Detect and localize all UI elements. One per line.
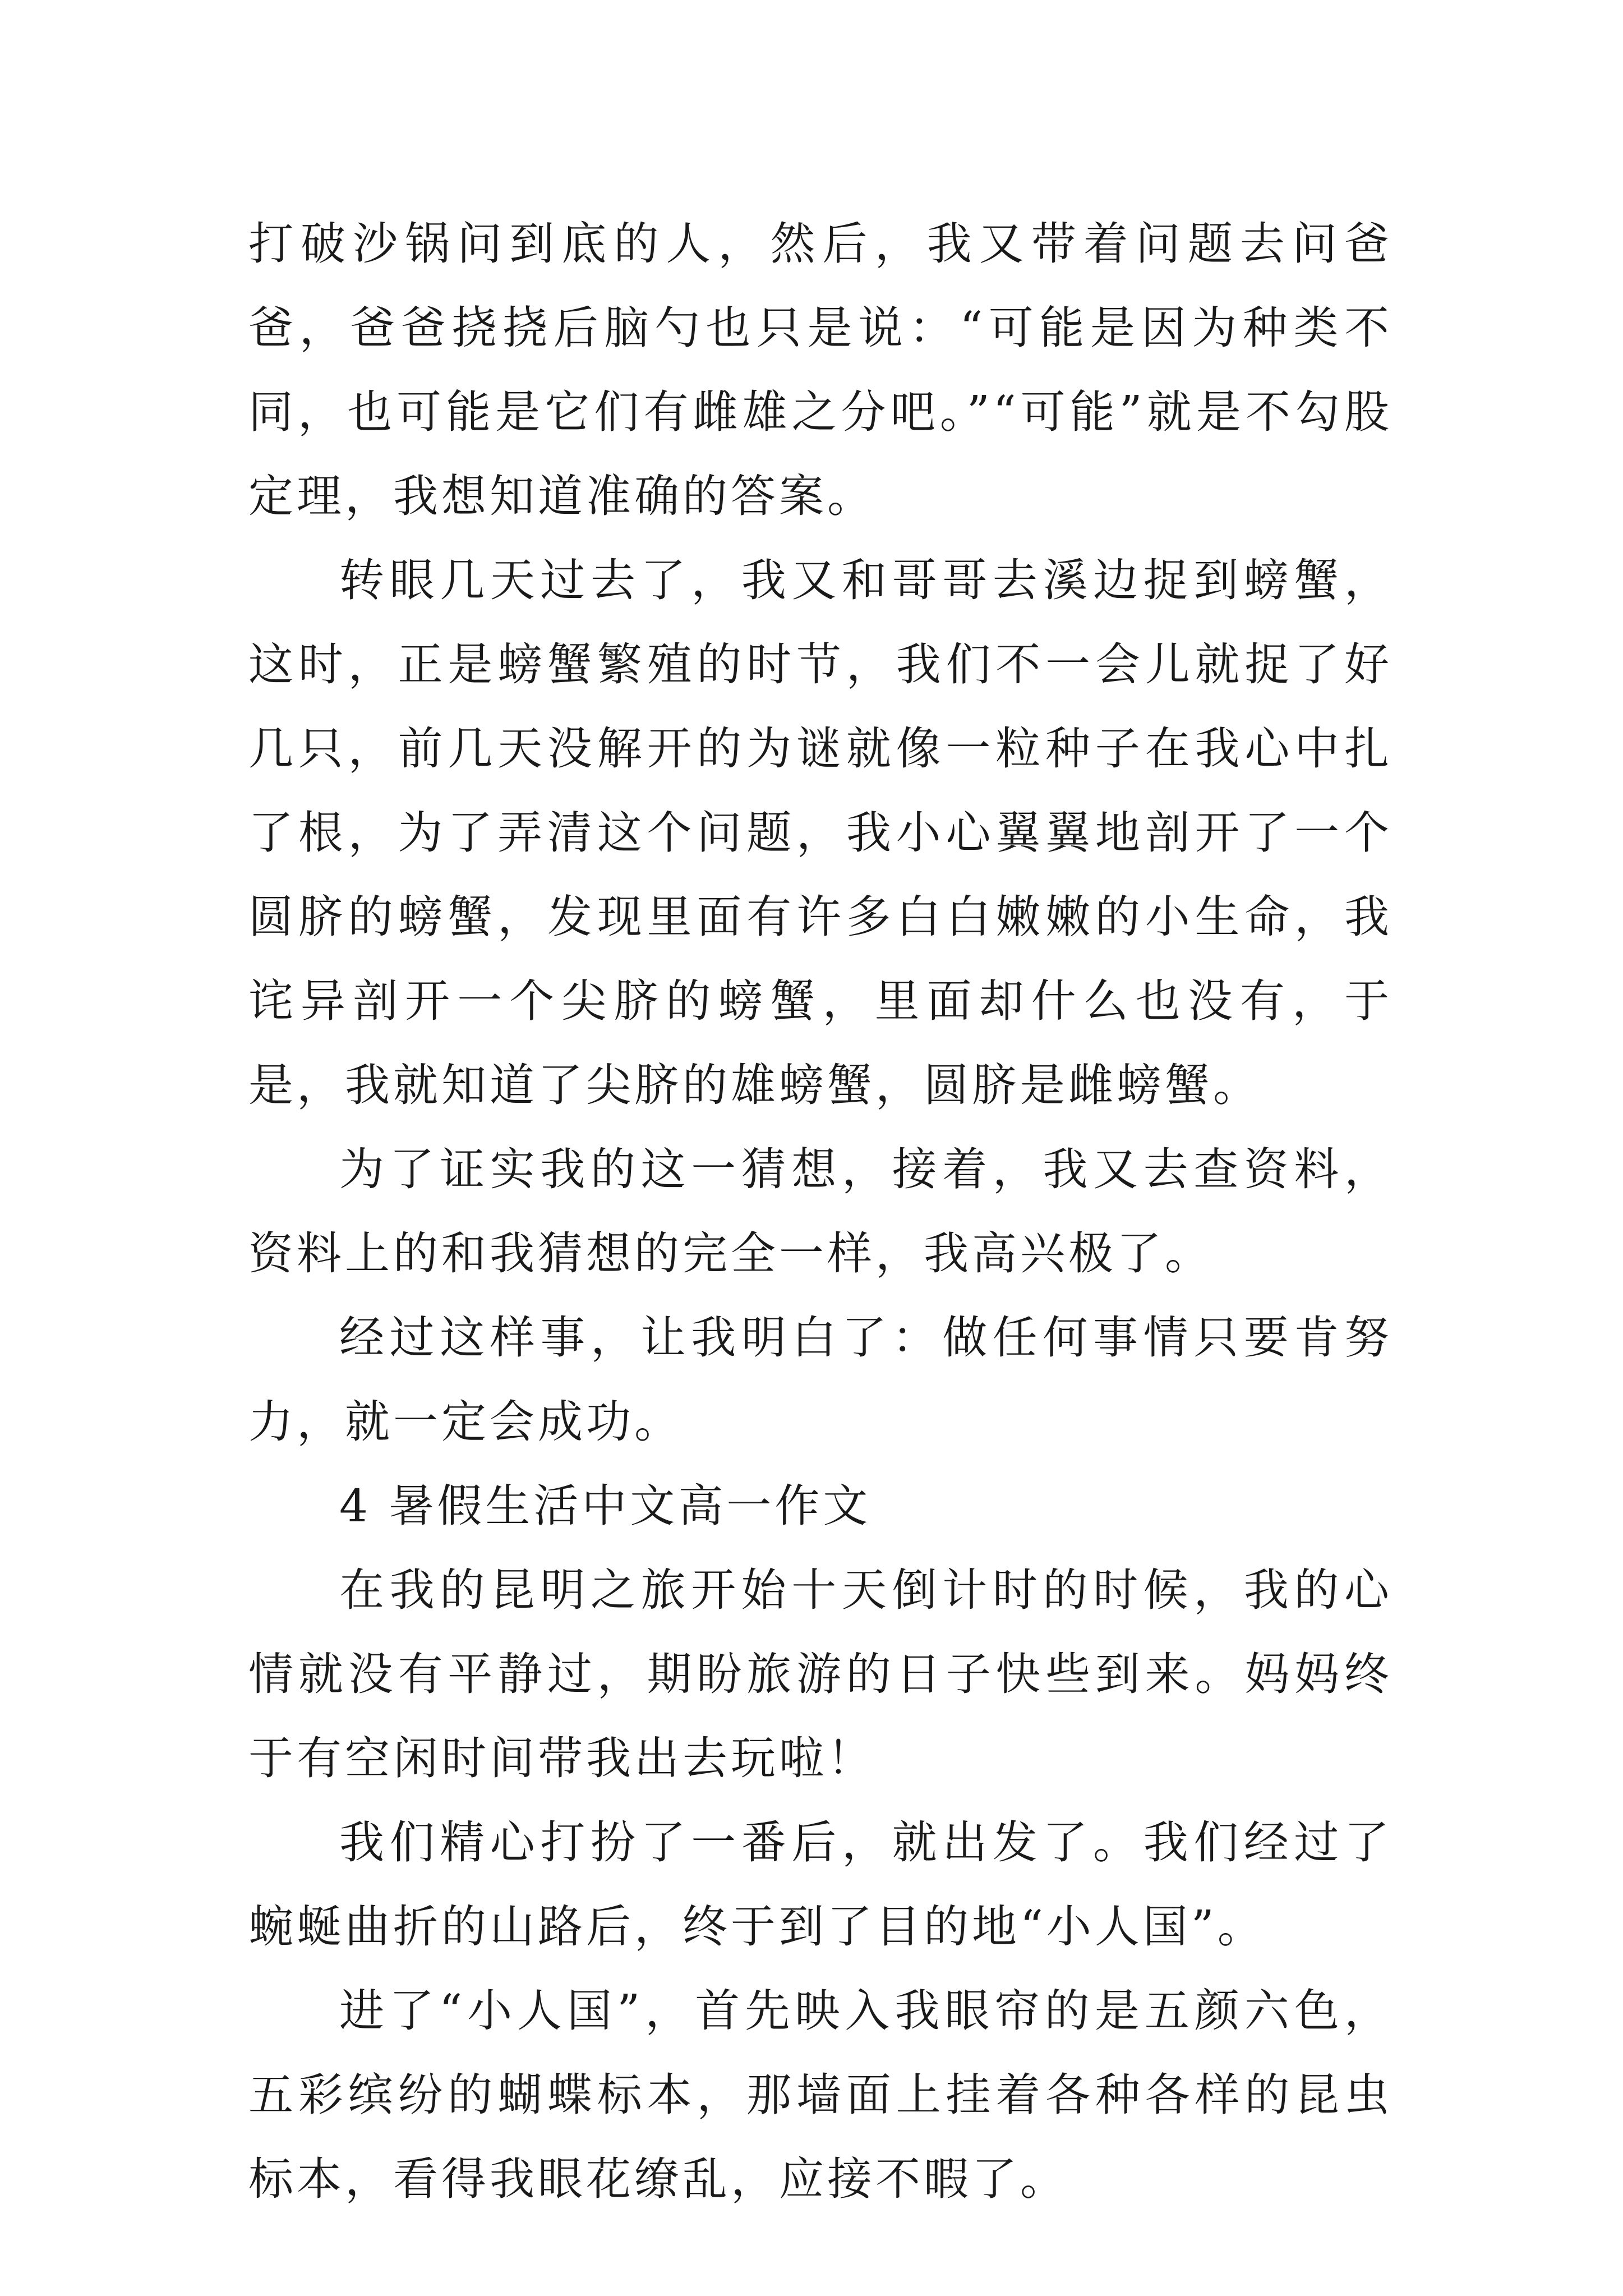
section-heading: 4 暑假生活中文高一作文 xyxy=(339,1480,872,1532)
paragraph: 为了证实我的这一猜想，接着，我又去查资料，资料上的和我猜想的完全一样，我高兴极了。 xyxy=(248,1143,1393,1280)
paragraph: 进了“小人国”，首先映入我眼帘的是五颜六色，五彩缤纷的蝴蝶标本，那墙面上挂着各种各样的昆虫标本，看得我眼花缭乱，应接不暇了。 xyxy=(248,1985,1393,2205)
paragraph: 我们精心打扮了一番后，就出发了。我们经过了蜿蜒曲折的山路后，终于到了目的地“小人国”。 xyxy=(248,1816,1393,1953)
paragraph: 在我的昆明之旅开始十天倒计时的时候，我的心情就没有平静过，期盼旅游的日子快些到来。妈妈终于有空闲时间带我出去玩啦！ xyxy=(248,1564,1393,1784)
paragraph: 经过这样事，让我明白了：做任何事情只要肯努力，就一定会成功。 xyxy=(248,1312,1393,1448)
paragraph: 转眼几天过去了，我又和哥哥去溪边捉到螃蟹，这时，正是螃蟹繁殖的时节，我们不一会儿就捉了好几只，前几天没解开的为谜就像一粒种子在我心中扎了根，为了弄清这个问题，我小心翼翼地剖开了一个圆脐的螃蟹，发现里面有许多白白嫩嫩的小生命，我诧异剖开一个尖脐的螃蟹，里面却什么也没有，于是，我就知道了尖脐的雄螃蟹，圆脐是雌螃蟹。 xyxy=(248,554,1393,1111)
document-body xyxy=(248,202,1393,2221)
paragraph-continuation: 打破沙锅问到底的人，然后，我又带着问题去问爸爸，爸爸挠挠后脑勺也只是说：“可能是因为种类不同，也可能是它们有雌雄之分吧。”“可能”就是不勾股定理，我想知道准确的答案。 xyxy=(248,218,1393,522)
